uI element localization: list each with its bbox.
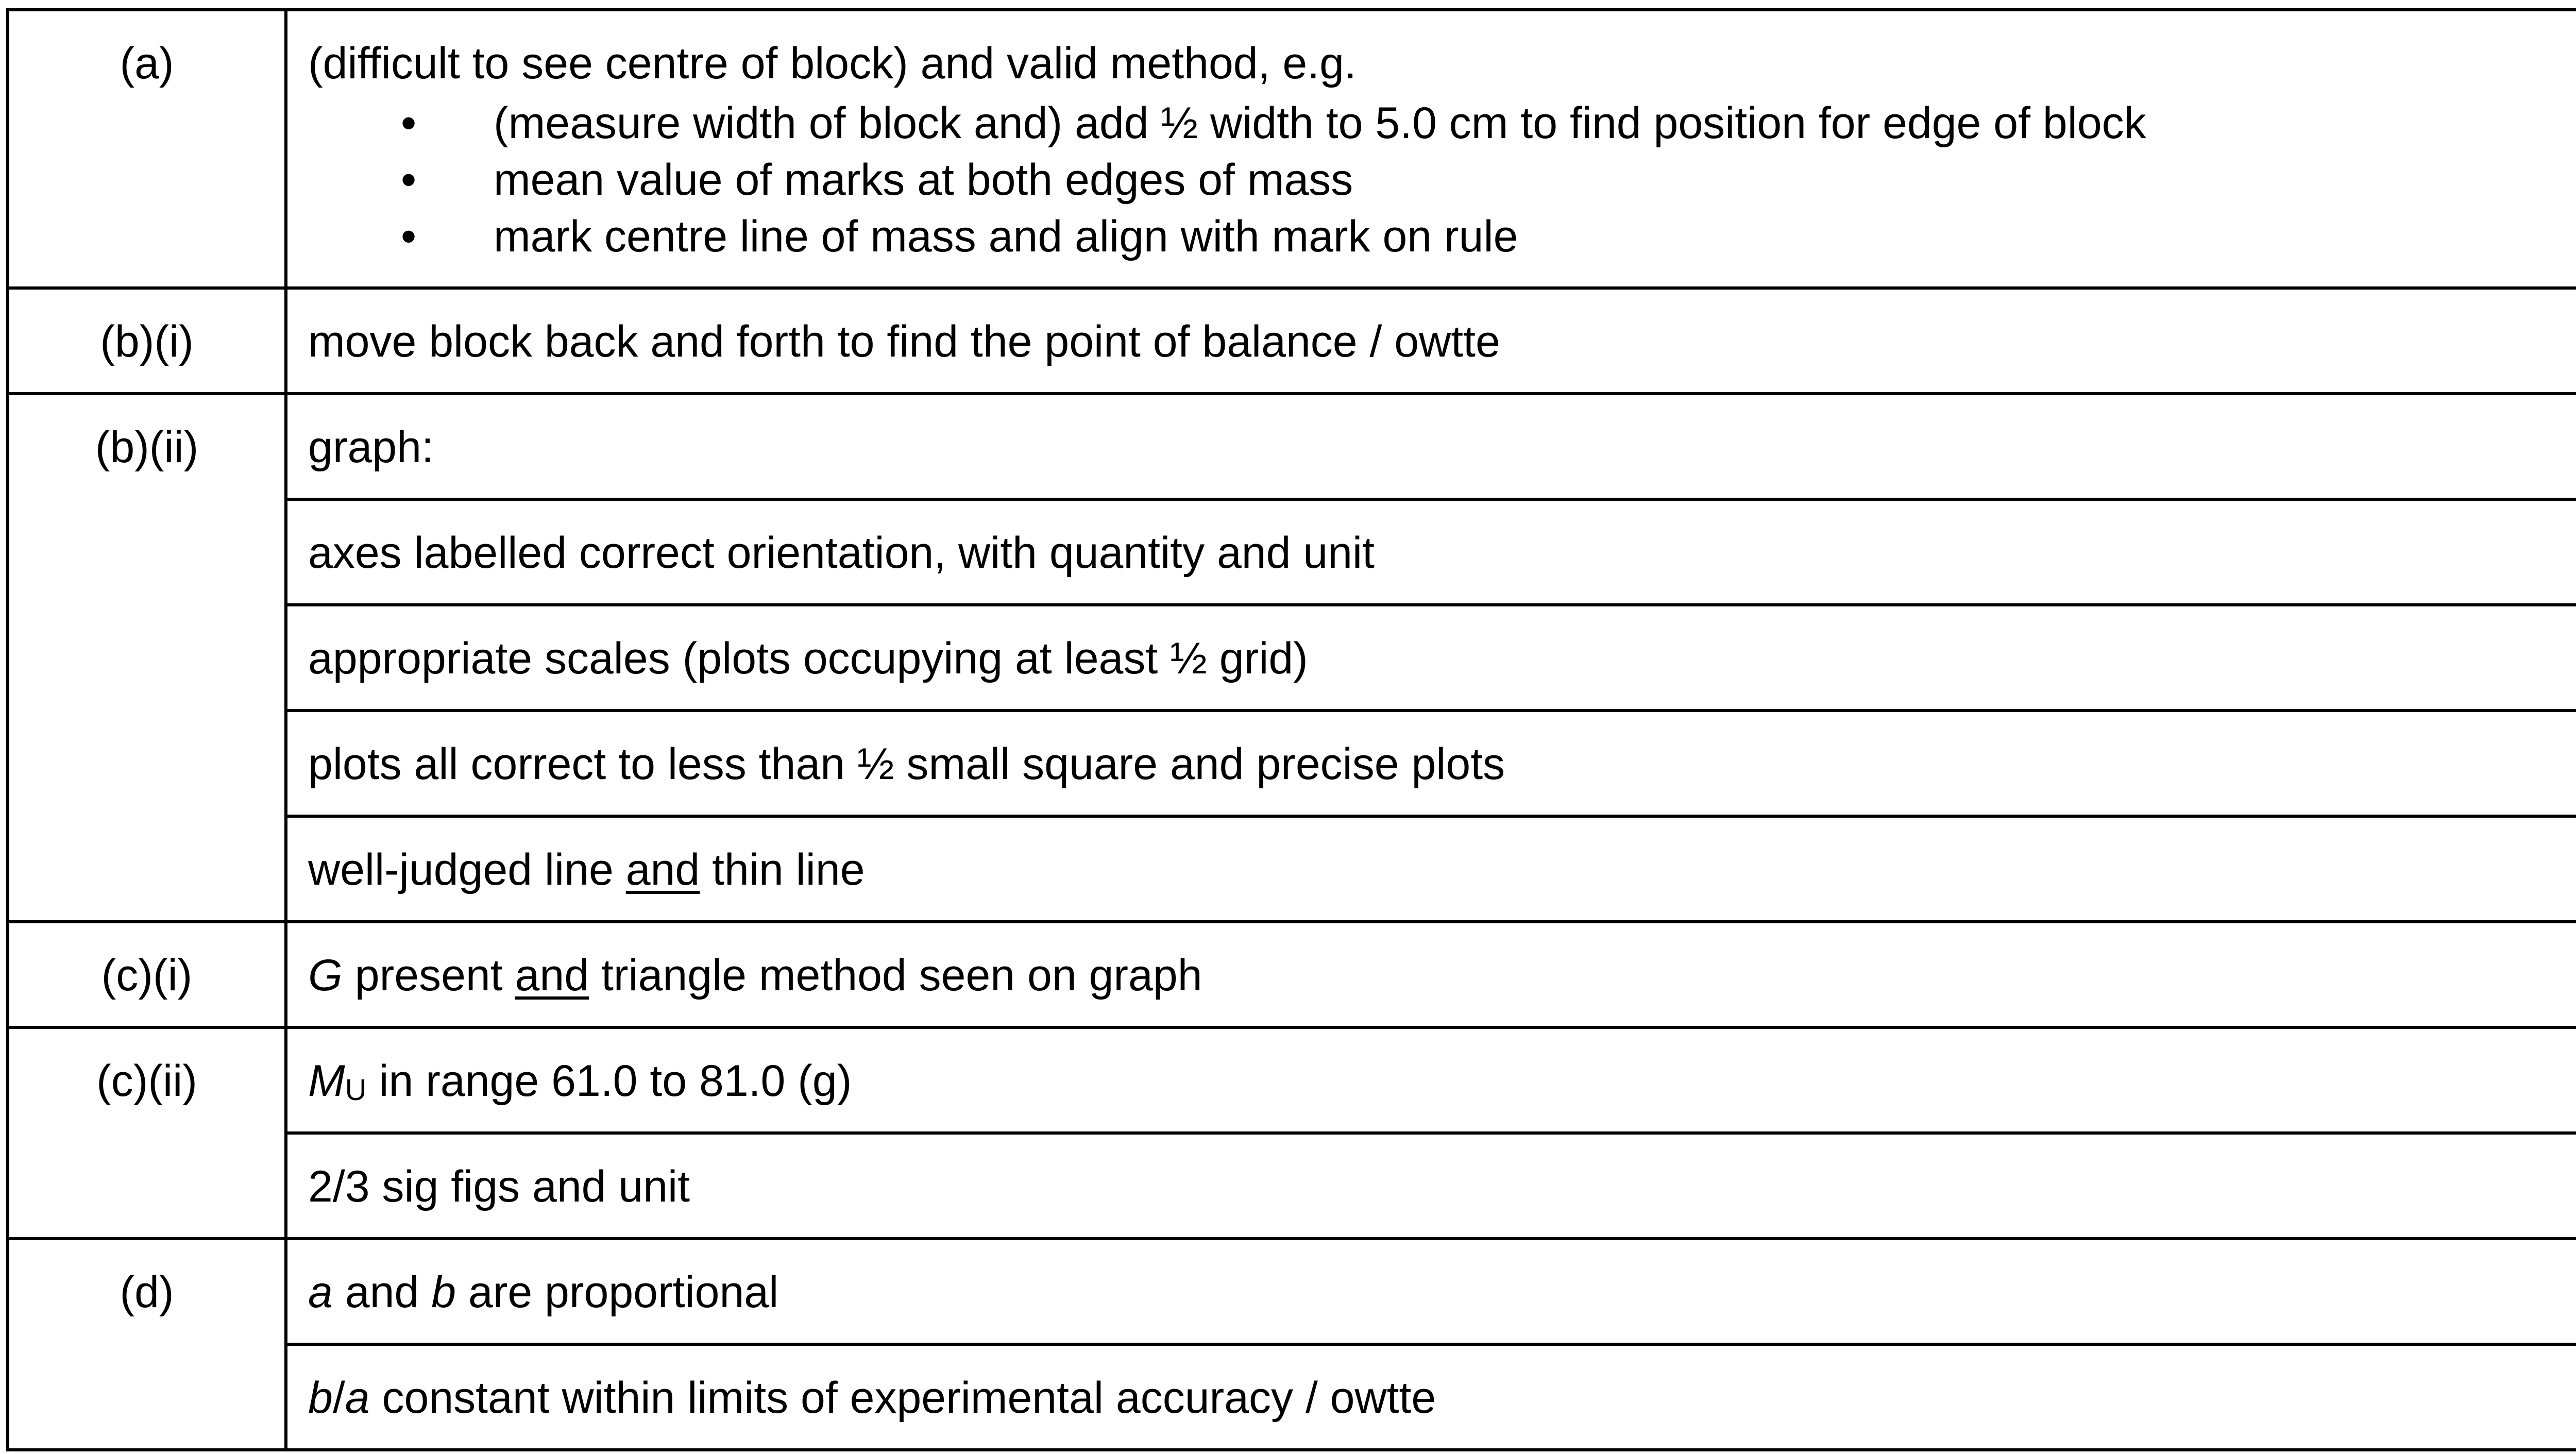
- question-label: (a): [8, 10, 286, 288]
- answer-text: axes labelled correct orientation, with quantity and unit: [286, 499, 2576, 605]
- list-item: • mean value of marks at both edges of mass: [494, 151, 2576, 208]
- answer-cell: [286, 922, 2576, 1027]
- question-label: (c)(ii): [8, 1027, 286, 1239]
- answer-text: (difficult to see centre of block) and valid method, e.g.: [308, 39, 1357, 88]
- answer-text: move block back and forth to find the point of balance / owtte: [286, 288, 2576, 394]
- symbol-subscript: U: [345, 1073, 367, 1107]
- list-item: • (measure width of block and) add ½ width to 5.0 cm to find position for edge of block: [494, 95, 2576, 151]
- table-row: [8, 1133, 2576, 1239]
- answer-text: present: [342, 951, 515, 1000]
- symbol-g: G: [308, 951, 343, 1000]
- answer-text: plots all correct to less than ½ small square and precise plots: [286, 711, 2576, 816]
- method-list: [308, 95, 2576, 265]
- answer-text: in range 61.0 to 81.0 (g): [366, 1056, 852, 1106]
- table-row: [8, 816, 2576, 922]
- question-label: (c)(i): [8, 922, 286, 1027]
- table-row: [8, 10, 2576, 288]
- ratio-slash: /: [332, 1373, 345, 1423]
- answer-text: triangle method seen on graph: [589, 951, 1202, 1000]
- answer-text: 2/3 sig figs and unit: [286, 1133, 2576, 1239]
- answer-cell: [286, 1027, 2576, 1133]
- table-row: [8, 1344, 2576, 1450]
- answer-cell: [286, 1239, 2576, 1344]
- table-row: [8, 499, 2576, 605]
- question-label: (b)(ii): [8, 394, 286, 922]
- table-row: [8, 288, 2576, 394]
- table-row: [8, 922, 2576, 1027]
- symbol-b: b: [308, 1373, 333, 1423]
- answer-text: and: [332, 1267, 432, 1317]
- table-row: [8, 711, 2576, 816]
- table-row: [8, 605, 2576, 711]
- list-item: • mark centre line of mass and align with mark on rule: [494, 208, 2576, 265]
- table-row: [8, 1239, 2576, 1344]
- question-label: (d): [8, 1239, 286, 1450]
- answer-cell: [286, 10, 2576, 288]
- answer-text: constant within limits of experimental accuracy / owtte: [369, 1373, 1436, 1423]
- answer-text: well-judged line: [308, 845, 626, 894]
- underlined-and: and: [515, 951, 589, 1000]
- underlined-and: and: [625, 845, 700, 894]
- table-row: [8, 394, 2576, 499]
- answer-text: thin line: [700, 845, 865, 894]
- table-row: [8, 1027, 2576, 1133]
- answer-cell: [286, 1344, 2576, 1450]
- mark-scheme-table: [6, 8, 2576, 1451]
- answer-text: are proportional: [455, 1267, 779, 1317]
- question-label: (b)(i): [8, 288, 286, 394]
- symbol-b: b: [431, 1267, 456, 1317]
- answer-text: appropriate scales (plots occupying at least ½ grid): [286, 605, 2576, 711]
- symbol-a: a: [308, 1267, 333, 1317]
- answer-text: graph:: [286, 394, 2576, 499]
- answer-cell: [286, 816, 2576, 922]
- symbol-m: M: [308, 1056, 345, 1106]
- symbol-a: a: [345, 1373, 370, 1423]
